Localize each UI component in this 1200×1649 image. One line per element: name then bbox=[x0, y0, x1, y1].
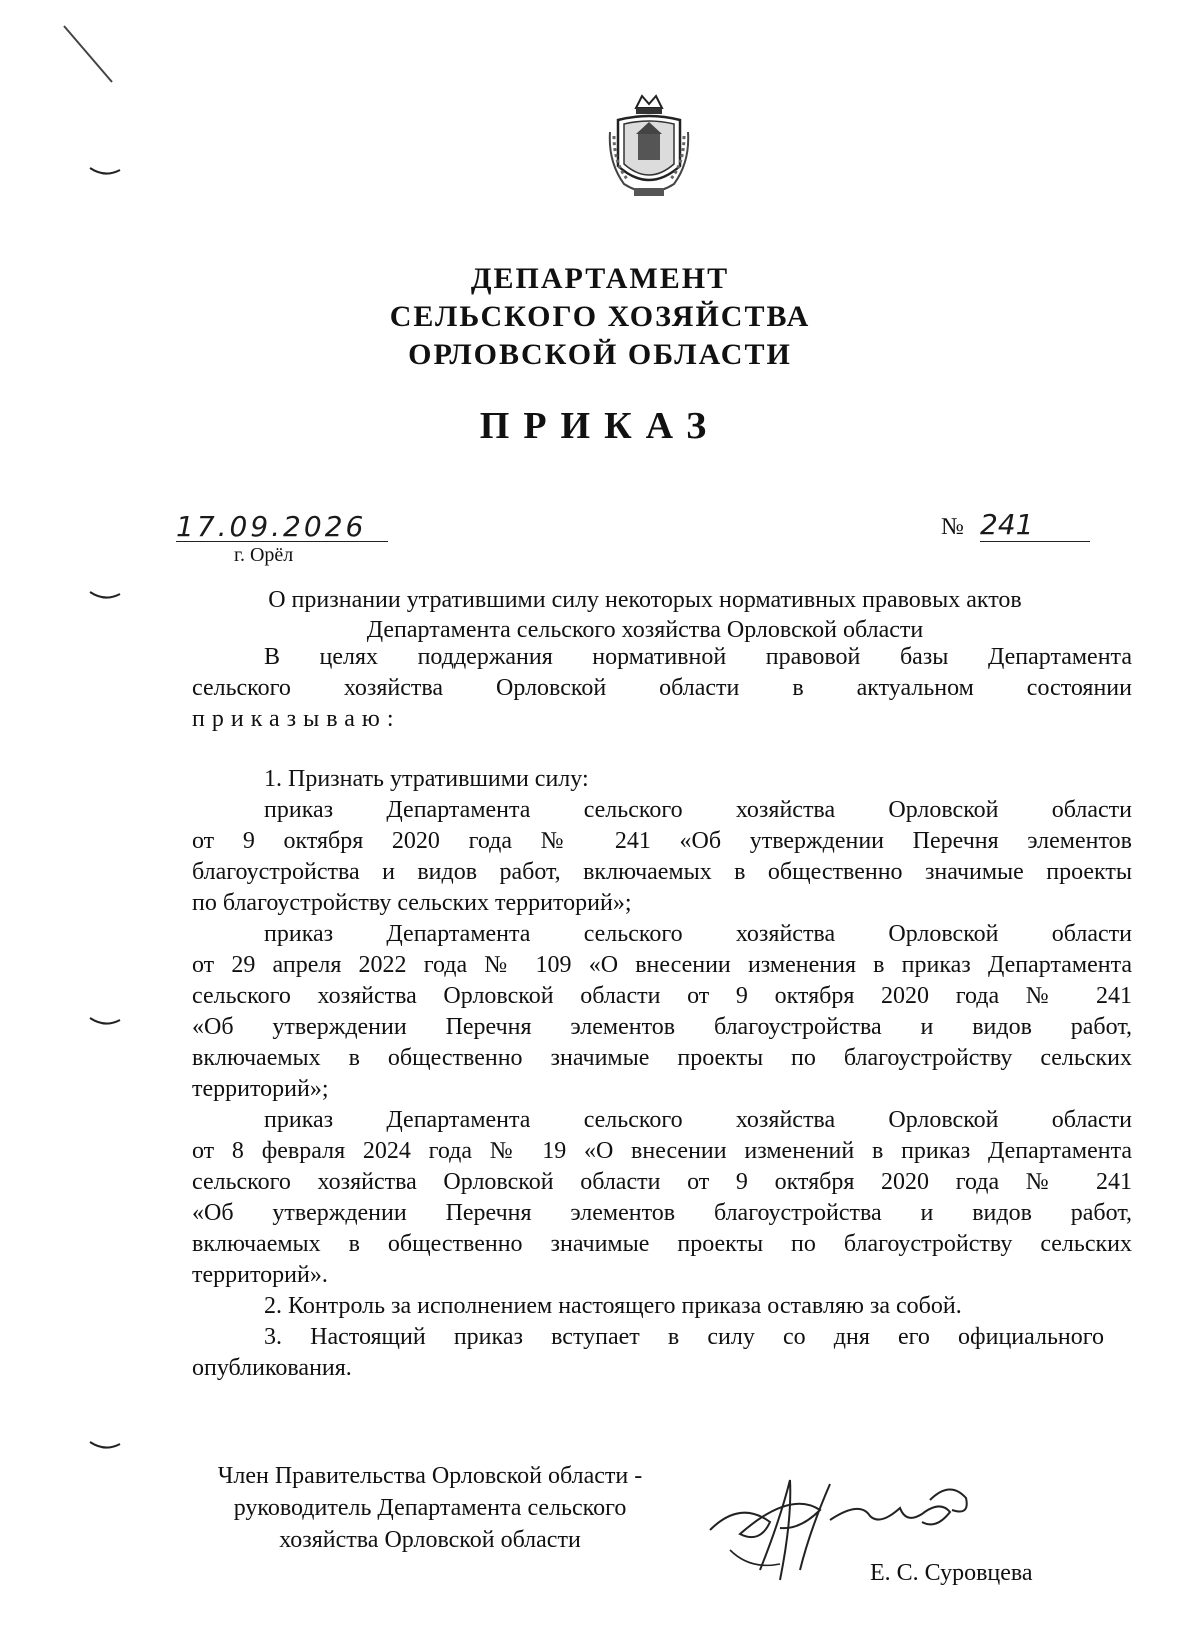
order-2-line: приказ Департамента сельского хозяйства Орловской области bbox=[264, 921, 1132, 947]
coat-of-arms-emblem bbox=[606, 92, 692, 204]
signatory-position bbox=[170, 1460, 690, 1556]
order-3-line: территорий». bbox=[192, 1262, 328, 1288]
punch-mark-4 bbox=[88, 1440, 122, 1450]
order-3-line: сельского хозяйства Орловской области от 9 октября 2020 года № 241 bbox=[192, 1169, 1132, 1195]
order-1-line: благоустройства и видов работ, включаемых в общественно значимые проекты bbox=[192, 859, 1132, 885]
item-3-line: опубликования. bbox=[192, 1355, 352, 1381]
order-body bbox=[192, 764, 1132, 1384]
punch-mark-1 bbox=[88, 166, 122, 176]
signatory-position-line: Член Правительства Орловской области - bbox=[217, 1463, 643, 1489]
subject-line-2: Департамента сельского хозяйства Орловской области bbox=[366, 617, 924, 643]
handwritten-order-number: 241 bbox=[980, 508, 1034, 541]
item-1-title: 1. Признать утратившими силу: bbox=[264, 766, 589, 792]
number-sign: № bbox=[941, 514, 964, 540]
intro-line: сельского хозяйства Орловской области в актуальном состоянии bbox=[192, 675, 1132, 701]
order-2-line: территорий»; bbox=[192, 1076, 329, 1102]
subject-line-1: О признании утратившими силу некоторых нормативных правовых актов bbox=[268, 587, 1022, 613]
department-name-line-2: СЕЛЬСКОГО ХОЗЯЙСТВА bbox=[389, 300, 811, 333]
punch-mark-2 bbox=[88, 590, 122, 600]
department-name-line-1: ДЕПАРТАМЕНТ bbox=[470, 262, 730, 295]
order-2-line: от 29 апреля 2022 года № 109 «О внесении изменения в приказ Департамента bbox=[192, 952, 1132, 978]
intro-line: В целях поддержания нормативной правовой базы Департамента bbox=[264, 644, 1132, 670]
intro-line-order-word: приказываю: bbox=[192, 706, 401, 732]
punch-mark-3 bbox=[88, 1016, 122, 1026]
order-2-line: включаемых в общественно значимые проекты по благоустройству сельских bbox=[192, 1045, 1132, 1071]
department-name-line-3: ОРЛОВСКОЙ ОБЛАСТИ bbox=[408, 338, 792, 371]
signatory-position-line: руководитель Департамента сельского bbox=[233, 1495, 627, 1521]
order-2-line: «Об утверждении Перечня элементов благоустройства и видов работ, bbox=[192, 1014, 1132, 1040]
order-1-line: по благоустройству сельских территорий»; bbox=[192, 890, 632, 916]
order-1-line: приказ Департамента сельского хозяйства Орловской области bbox=[264, 797, 1132, 823]
order-3-line: «Об утверждении Перечня элементов благоустройства и видов работ, bbox=[192, 1200, 1132, 1226]
handwritten-date: 17.09.2026 bbox=[176, 510, 367, 543]
document-type-title: ПРИКАЗ bbox=[479, 405, 721, 447]
staple-scratch-mark bbox=[60, 20, 120, 90]
order-2-line: сельского хозяйства Орловской области от 9 октября 2020 года № 241 bbox=[192, 983, 1132, 1009]
date-underline bbox=[176, 541, 388, 542]
item-2: 2. Контроль за исполнением настоящего приказа оставляю за собой. bbox=[264, 1293, 962, 1319]
order-3-line: приказ Департамента сельского хозяйства Орловской области bbox=[264, 1107, 1132, 1133]
signatory-name: Е. С. Суровцева bbox=[870, 1560, 1033, 1586]
intro-paragraph bbox=[192, 642, 1132, 735]
number-underline bbox=[980, 541, 1090, 542]
item-3-line: 3. Настоящий приказ вступает в силу со дня его официального bbox=[264, 1324, 1104, 1350]
signatory-position-line: хозяйства Орловской области bbox=[279, 1527, 581, 1553]
order-1-line: от 9 октября 2020 года № 241 «Об утверждении Перечня элементов bbox=[192, 828, 1132, 854]
city-label: г. Орёл bbox=[234, 544, 294, 566]
order-3-line: от 8 февраля 2024 года № 19 «О внесении изменений в приказ Департамента bbox=[192, 1138, 1132, 1164]
order-3-line: включаемых в общественно значимые проекты по благоустройству сельских bbox=[192, 1231, 1132, 1257]
